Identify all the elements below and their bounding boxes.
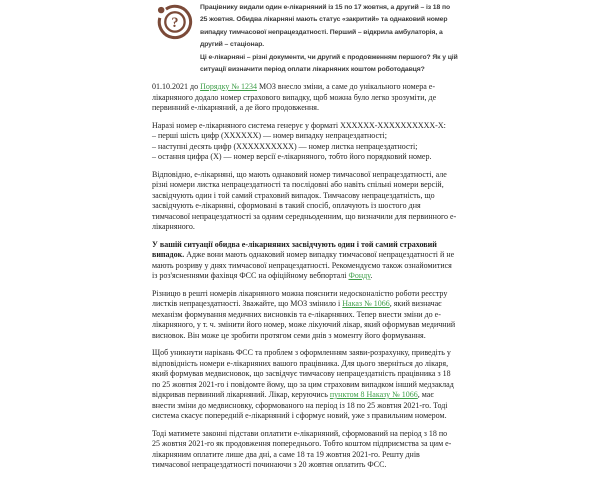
format-intro-line: Наразі номер е-лікарняного система генерує у форматі ХХХХХХ-ХХХХХХХХХХ-Х:: [152, 120, 446, 130]
link-punkt-8-nakazu-1066[interactable]: пунктом 8 Наказу № 1066: [329, 390, 418, 399]
text-run: Щоб уникнути нарікань ФСС та проблем з оформленням заяви-розрахунку, приведіть у відповідність номери е-лікарняних вашого працівника. Для цього зверніться до лікаря, який формував медвисновок, що засвідчує тимчасову непрацездатність працівника з 18 по 25 жовтня 2021-го і повідомте йому, що за цим страховим випадком інший медзаклад відкривав первинний лікарняний. Лікар, керуючись: [152, 348, 454, 399]
text-run: , має внести зміни до медвисновку, сформованого на період із 18 по 25 жовтня 2021-го. Тоді система скасує попередній е-лікарняний і сформує новий, уже з правильним номером.: [152, 390, 448, 420]
question-block: [155, 2, 459, 76]
link-nakaz-1066[interactable]: Наказ № 1066: [342, 299, 390, 308]
format-list-item: – наступні десять цифр (ХХХХХХХХХХ) — номер листка непрацездатності;: [152, 141, 418, 151]
format-list-item: – перші шість цифр (ХХХХХХ) — номер випадку непрацездатності;: [152, 131, 387, 140]
paragraph-doctor-fix: [152, 348, 457, 422]
link-fondu[interactable]: Фонду: [348, 271, 371, 280]
text-run: Різницю в решті номерів лікарняного можна пояснити недосконалістю роботи реєстру листків непрацездатності. Зважайте, що МОЗ змінило і: [152, 288, 448, 308]
svg-text:?: ?: [171, 15, 179, 32]
format-list-item: – остання цифра (Х) — номер версії е-лікарняного, тобто його порядковий номер.: [152, 152, 432, 161]
question-text: [200, 2, 459, 76]
paragraph-number-format: [152, 121, 457, 163]
paragraph-your-situation: [152, 240, 457, 282]
text-run: , який визначає механізм формування медичних висновків та е-лікарняних. Тепер внести зміни до е-лікарняного, у т. ч. змінити його номер, може лікуючий лікар, який оформував медичний висновок. Він може це зробити протягом семи днів з моменту його формування.: [152, 299, 456, 340]
question-paragraph-2: Ці е-лікарняні – різні документи, чи другий є продовженням першого? Як у цій ситуації визначити період оплати лікарняних коштом роботодавця?: [200, 53, 458, 74]
answer-article: [152, 82, 457, 471]
text-run: МОЗ внесло зміни, а саме до унікального номера е-лікарняного додало номер страхового випадку, щоб можна було легко зрозуміти, де первинний е-лікарняний, а де його продовження.: [152, 82, 437, 112]
text-run: Адже вони мають однаковий номер випадку тимчасової непрацездатності й не мають розриву у днях тимчасової непрацездатності. Рекомендуємо також ознайомитися із роз'ясненнями фахівця ФСС на офіційному вебпорталі: [152, 250, 455, 280]
question-mark-icon: [155, 2, 193, 40]
paragraph-intro: [152, 82, 457, 114]
question-paragraph-1: Працівнику видали один е-лікарняний із 15 по 17 жовтня, а другий – із 18 по 25 жовтня. Обидва лікарняні мають статус «закритий» та однаковий номер випадку тимчасової непрацездатності. Перший – відкрила амбулаторія, а другий – стаціонар.: [200, 4, 451, 49]
text-run: .: [370, 271, 373, 280]
text-run: 01.10.2021 до: [152, 82, 201, 91]
paragraph-payment-conclusion: Тоді матимете законні підстави оплатити е-лікарняний, сформований на період з 18 по 25 жовтня 2021-го як продовження попереднього. Тобто коштом підприємства за цим е-лікарняним оплатите лише два дні, а саме 18 та 19 жовтня 2021-го. Решту днів тимчасової непрацездатності починаючи з 20 жовтня оплатить ФСС.: [152, 428, 452, 469]
link-poriadok-1234[interactable]: Порядку № 1234: [200, 82, 258, 91]
paragraph-same-case: Відповідно, е-лікарняні, що мають однаковий номер тимчасової непрацездатності, але різні номери листка непрацездатності та послідовні або навіть спільні номери версій, засвідчують один і той самий страховий випадок. Тимчасову непрацездатність, що засвідчують е-лікарняні, сформовані в такий спосіб, оплачують із шостого дня тимчасової непрацездатності за одним середньоденним, що визначили для первинного е-лікарняного.: [152, 169, 457, 231]
bold-conclusion: У вашій ситуації обидва е-лікарняних засвідчують один і той самий страховий випадок.: [152, 239, 437, 259]
paragraph-registry-issue: [152, 289, 457, 342]
